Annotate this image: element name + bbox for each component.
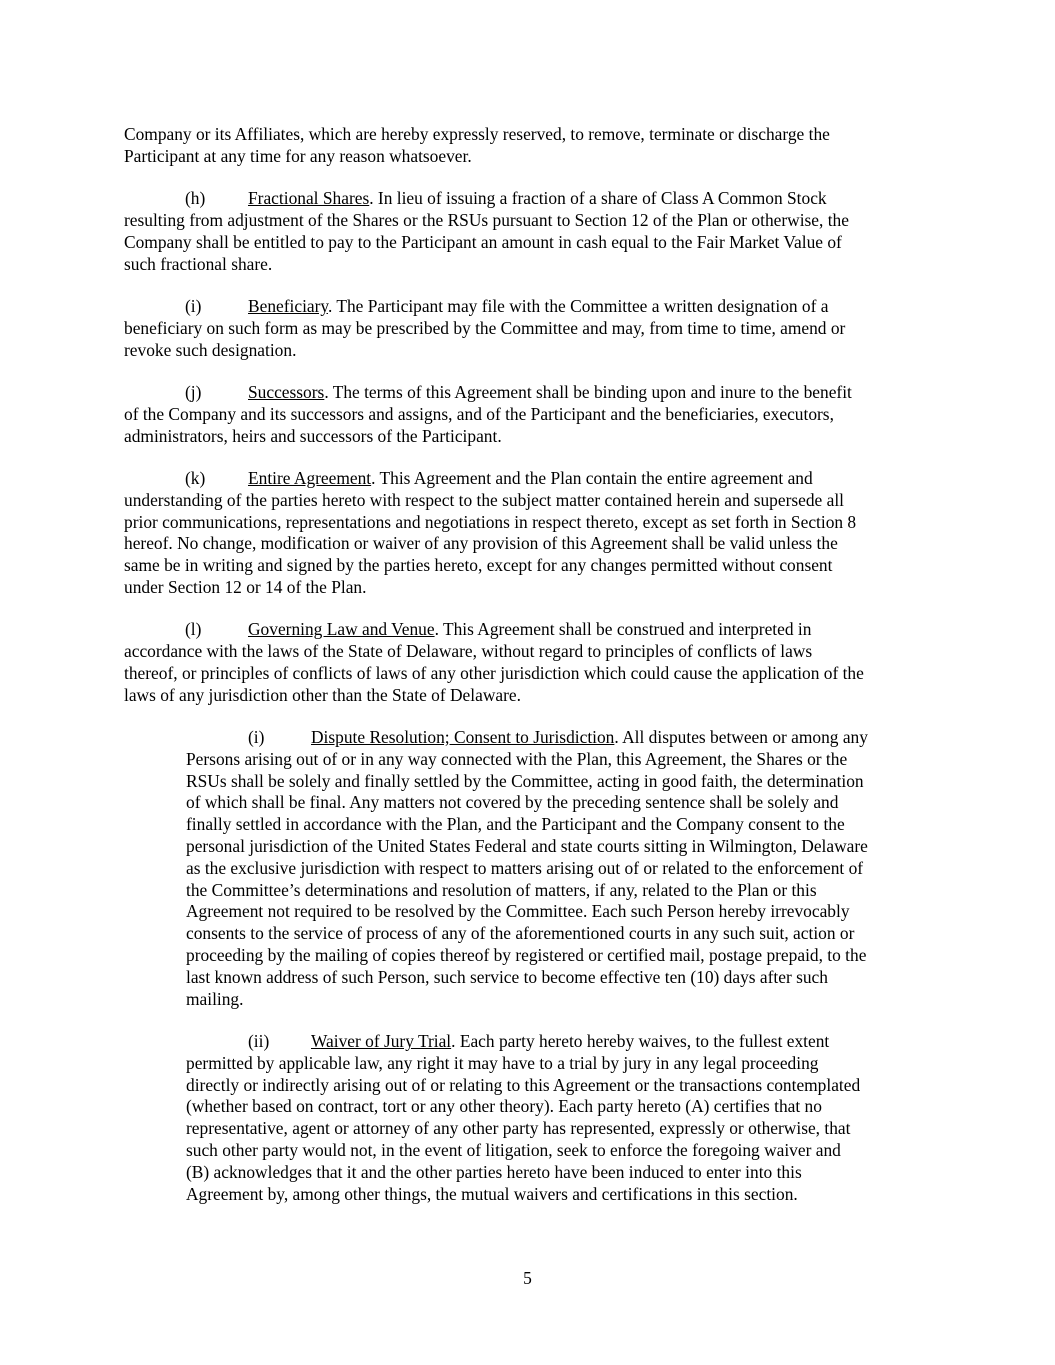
document-page	[124, 124, 934, 1205]
section-l-subsections	[186, 727, 934, 1205]
section-l-ii-body: . Each party hereto hereby waives, to the fullest extent permitted by applicable law, any right it may have to a trial by jury in any legal proceeding directly or indirectly arising out of or relating to this Agreement or the transactions contemplated (whether based on contract, tort or any other theory). Each party hereto (A) certifies that no representative, agent or attorney of any other party has represented, expressly or otherwise, that such other party would not, in the event of litigation, seek to enforce the foregoing waiver and (B) acknowledges that it and the other parties hereto have been induced to enter into this Agreement by, among other things, the mutual waivers and certifications in this section.	[186, 1031, 861, 1204]
section-l-ii-heading: Waiver of Jury Trial	[311, 1031, 452, 1052]
section-l-body: . This Agreement shall be construed and interpreted in accordance with the laws of the State of Delaware, without regard to principles of conflicts of laws thereof, or principles of conflicts of laws of any other jurisdiction which could cause the application of the laws of any jurisdiction other than the State of Delaware.	[124, 619, 864, 705]
section-l-ii-paragraph	[186, 1031, 934, 1205]
page-number: 5	[523, 1268, 532, 1288]
section-l-i-paragraph	[186, 727, 934, 1010]
section-i-paragraph	[124, 296, 934, 361]
section-h-marker: (h)	[185, 188, 206, 209]
section-k-heading: Entire Agreement	[248, 467, 372, 488]
section-l-heading: Governing Law and Venue	[248, 619, 435, 640]
section-i-body: . The Participant may file with the Committee a written designation of a beneficiary on such form as may be prescribed by the Committee and may, from time to time, amend or revoke such designation.	[124, 295, 846, 360]
section-h-body: . In lieu of issuing a fraction of a share of Class A Common Stock resulting from adjustment of the Shares or the RSUs pursuant to Section 12 of the Plan or otherwise, the Company shall be entitled to pay to the Participant an amount in cash equal to the Fair Market Value of such fractional share.	[124, 188, 849, 274]
section-l-i-heading: Dispute Resolution; Consent to Jurisdiction	[311, 727, 615, 748]
section-j-body: . The terms of this Agreement shall be binding upon and inure to the benefit of the Company and its successors and assigns, and of the Participant and the beneficiaries, executors, administrators, heirs and successors of the Participant.	[124, 381, 852, 446]
section-l-marker: (l)	[185, 619, 202, 640]
section-i-marker: (i)	[185, 295, 202, 316]
section-l-paragraph	[124, 619, 934, 706]
section-l-i-marker: (i)	[248, 727, 265, 748]
section-j-marker: (j)	[185, 381, 202, 402]
intro-paragraph: Company or its Affiliates, which are hereby expressly reserved, to remove, terminate or discharge the Participant at any time for any reason whatsoever.	[124, 124, 830, 166]
section-j-paragraph	[124, 382, 934, 447]
section-k-body: . This Agreement and the Plan contain the entire agreement and understanding of the parties hereto with respect to the subject matter contained herein and supersede all prior communications, representations and negotiations in respect thereto, except as set forth in Section 8 hereof. No change, modification or waiver of any provision of this Agreement shall be valid unless the same be in writing and signed by the parties hereto, except for any changes permitted without consent under Section 12 or 14 of the Plan.	[124, 467, 857, 597]
section-k-marker: (k)	[185, 467, 206, 488]
section-i-heading: Beneficiary	[248, 295, 328, 316]
section-k-paragraph	[124, 468, 934, 599]
section-h-heading: Fractional Shares	[248, 188, 370, 209]
section-l-ii-marker: (ii)	[248, 1031, 270, 1052]
section-l-i-body: . All disputes between or among any Persons arising out of or in any way connected with the Plan, this Agreement, the Shares or the RSUs shall be solely and finally settled by the Committee, acting in good faith, the determination of which shall be final. Any matters not covered by the preceding sentence shall be solely and finally settled in accordance with the Plan, and the Participant and the Company consent to the personal jurisdiction of the United States Federal and state courts sitting in Wilmington, Delaware as the exclusive jurisdiction with respect to matters arising out of or related to the enforcement of the Committee’s determinations and resolution of matters, if any, related to the Plan or this Agreement not required to be resolved by the Committee. Each such Person hereby irrevocably consents to the service of process of any of the aforementioned courts in any such suit, action or proceeding by the mailing of copies thereof by registered or certified mail, postage prepaid, to the last known address of such Person, such service to become effective ten (10) days after such mailing.	[186, 727, 868, 1009]
section-j-heading: Successors	[248, 381, 325, 402]
section-h-paragraph	[124, 188, 934, 275]
